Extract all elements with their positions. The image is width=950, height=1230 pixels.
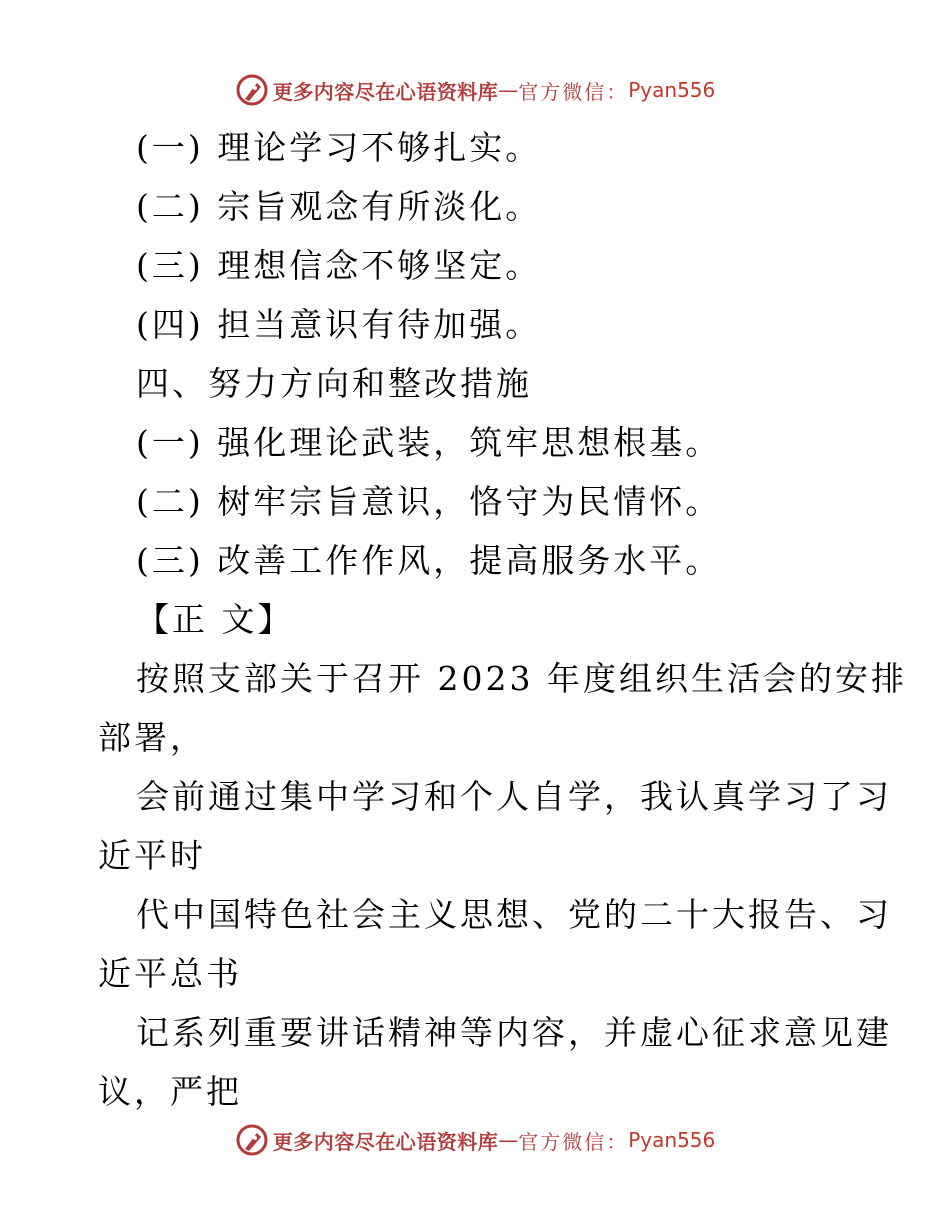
issue-3: (三) 理想信念不够坚定。 [136,246,542,285]
paragraph-line-8: 议，严把 [98,1072,242,1111]
paragraph-line-1: 按照支部关于召开 2023 年度组织生活会的安排 [136,659,907,698]
watermark-separator: — [498,1128,519,1152]
pen-nib-logo-icon [235,1123,269,1157]
watermark-separator: — [498,78,519,102]
issue-1: (一) 理论学习不够扎实。 [136,128,542,167]
issue-2: (二) 宗旨观念有所淡化。 [136,187,542,226]
main-text-heading: 【正 文】 [136,600,294,639]
paragraph-line-6: 近平总书 [98,954,242,993]
paragraph-line-2: 部署， [98,718,206,757]
section-heading-4: 四、努力方向和整改措施 [136,364,532,403]
measure-1: (一) 强化理论武装，筑牢思想根基。 [136,423,722,462]
watermark-wechat-id: Pyan556 [628,1128,716,1152]
document-body [98,118,907,1121]
paragraph-line-5: 代中国特色社会主义思想、党的二十大报告、习 [136,895,892,934]
watermark-banner-bottom [0,1120,950,1160]
watermark-main-text: 更多内容尽在心语资料库 [272,1129,499,1154]
watermark-wechat-label: 官方微信： [518,79,629,104]
watermark-main-text: 更多内容尽在心语资料库 [272,79,499,104]
watermark-wechat-label: 官方微信： [518,1129,629,1154]
watermark-banner-top [0,70,950,110]
measure-3: (三) 改善工作作风，提高服务水平。 [136,541,722,580]
paragraph-line-3: 会前通过集中学习和个人自学，我认真学习了习 [136,777,892,816]
watermark-wechat-id: Pyan556 [628,78,716,102]
pen-nib-logo-icon [235,73,269,107]
issue-4: (四) 担当意识有待加强。 [136,305,542,344]
paragraph-line-4: 近平时 [98,836,206,875]
paragraph-line-7: 记系列重要讲话精神等内容，并虚心征求意见建 [136,1013,892,1052]
measure-2: (二) 树牢宗旨意识，恪守为民情怀。 [136,482,722,521]
